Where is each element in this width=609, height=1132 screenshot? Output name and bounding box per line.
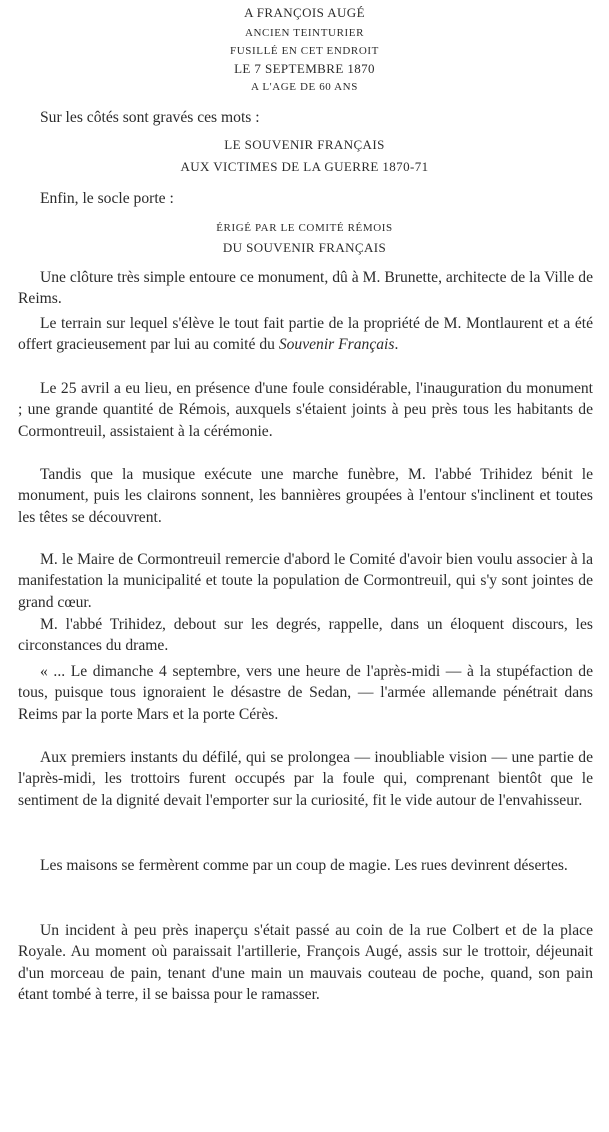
paragraph-2 <box>18 313 593 356</box>
inscription-front-line-4: LE 7 SEPTEMBRE 1870 <box>234 61 375 76</box>
paragraph-4: Tandis que la musique exécute une marche funèbre, M. l'abbé Trihidez bénit le monument, puis les clairons sonnent, les bannières groupées à l'entour s'inclinent et toutes les têtes se découvrent. <box>18 466 593 526</box>
paragraph-2-italic: Souvenir Français <box>278 336 395 354</box>
paragraph-6: M. l'abbé Trihidez, debout sur les degrés, rappelle, dans un éloquent discours, les circonstances du drame. <box>18 616 593 655</box>
inscription-front-line-3: FUSILLÉ EN CET ENDROIT <box>230 45 379 57</box>
intro-sides: Sur les côtés sont gravés ces mots : <box>40 109 260 126</box>
paragraph-7: « ... Le dimanche 4 septembre, vers une heure de l'après-midi — à la stupéfaction de tous, puisque tous ignoraient le désastre de Sedan, — l'armée allemande pénétrait dans Reims par la porte Mars et la porte Cérès. <box>18 663 593 723</box>
paragraph-2-end: . <box>394 336 399 354</box>
inscription-front-line-2: ANCIEN TEINTURIER <box>244 27 365 39</box>
paragraph-3: Le 25 avril a eu lieu, en présence d'une foule considérable, l'inauguration du monument ; une grande quantité de Rémois, auxquels s'étaient joints à peu près tous les habitants de Cormontreuil, assistaient à la cérémonie. <box>18 380 593 440</box>
paragraph-2-text: Le terrain sur lequel s'élève le tout fait partie de la propriété de M. Montlaurent et a été offert gracieusement par lui au comité du <box>18 315 593 354</box>
inscription-socle-line-2: DU SOUVENIR FRANÇAIS <box>222 240 387 255</box>
inscription-sides-line-1: LE SOUVENIR FRANÇAIS <box>224 137 385 152</box>
inscription-front-line-5: A L'AGE DE 60 ANS <box>251 81 358 93</box>
paragraph-9: Les maisons se fermèrent comme par un coup de magie. Les rues devinrent désertes. <box>40 857 568 874</box>
inscription-front-line-1: A FRANÇOIS AUGÉ <box>244 5 365 20</box>
paragraph-8: Aux premiers instants du défilé, qui se prolongea — inoubliable vision — une partie de l'après-midi, les trottoirs furent occupés par la foule qui, comprenant bientôt que le sentiment de la dignité devait l'emporter sur la curiosité, fit le vide autour de l'envahisseur. <box>18 749 593 809</box>
intro-socle: Enfin, le socle porte : <box>40 190 174 207</box>
inscription-socle-line-1: ÉRIGÉ PAR LE COMITÉ RÉMOIS <box>216 222 393 234</box>
paragraph-1: Une clôture très simple entoure ce monument, dû à M. Brunette, architecte de la Ville de Reims. <box>18 269 593 308</box>
inscription-sides-line-2: AUX VICTIMES DE LA GUERRE 1870-71 <box>180 159 429 174</box>
paragraph-5: M. le Maire de Cormontreuil remercie d'abord le Comité d'avoir bien voulu associer à la manifestation la municipalité et toute la population de Cormontreuil, qui s'y sont jointes de grand cœur. <box>18 551 593 611</box>
paragraph-10: Un incident à peu près inaperçu s'était passé au coin de la rue Colbert et de la place Royale. Au moment où paraissait l'artillerie, François Augé, assis sur le trottoir, déjeunait d'un morceau de pain, tenant d'une main un mauvais couteau de poche, quand, son pain étant tombé à terre, il se baissa pour le ramasser. <box>18 922 593 1004</box>
